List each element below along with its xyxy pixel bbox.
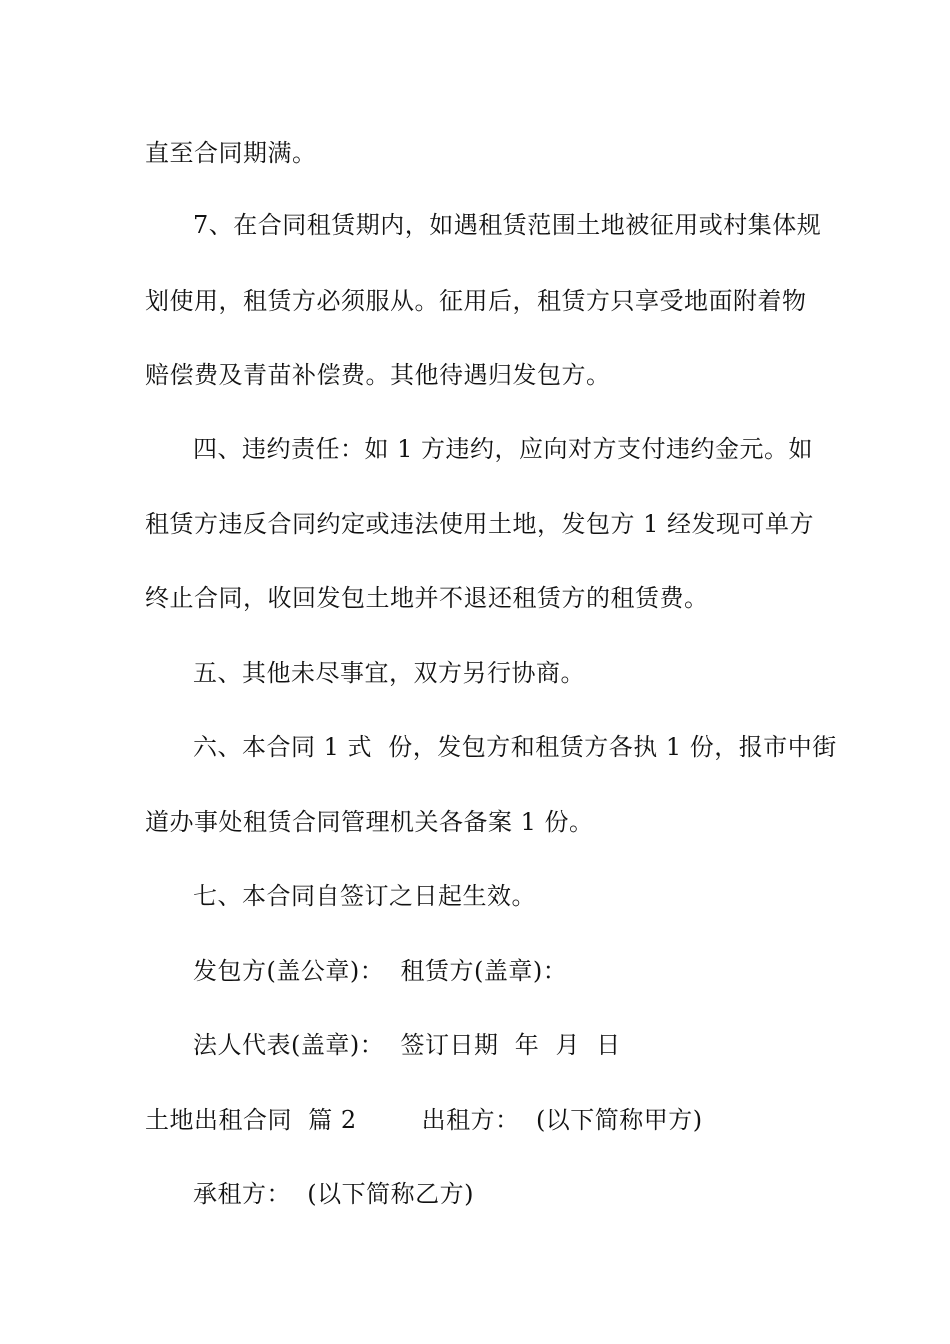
text-line: 租赁方违反合同约定或违法使用土地，发包方 1 经发现可单方: [145, 510, 815, 538]
text-line: 承租方： (以下简称乙方): [193, 1180, 474, 1208]
text-line: 直至合同期满。: [145, 139, 317, 167]
text-line: 道办事处租赁合同管理机关各备案 1 份。: [145, 808, 594, 836]
text-line: 终止合同，收回发包土地并不退还租赁方的租赁费。: [145, 584, 709, 612]
text-line: 7、在合同租赁期内，如遇租赁范围土地被征用或村集体规: [193, 211, 822, 239]
text-line: 七、本合同自签订之日起生效。: [193, 882, 536, 910]
section-heading-line: 土地出租合同 篇 2 出租方： (以下简称甲方): [145, 1106, 703, 1134]
text-line: 法人代表(盖章)： 签订日期 年 月 日: [193, 1031, 621, 1059]
text-line: 五、其他未尽事宜，双方另行协商。: [193, 659, 585, 687]
text-line: 四、违约责任：如 1 方违约，应向对方支付违约金元。如: [193, 435, 814, 463]
text-line: 六、本合同 1 式 份，发包方和租赁方各执 1 份，报市中街: [193, 733, 837, 761]
text-line: 发包方(盖公章)： 租赁方(盖章)：: [193, 957, 568, 985]
text-line: 赔偿费及青苗补偿费。其他待遇归发包方。: [145, 361, 611, 389]
text-line: 划使用，租赁方必须服从。征用后，租赁方只享受地面附着物: [145, 287, 807, 315]
